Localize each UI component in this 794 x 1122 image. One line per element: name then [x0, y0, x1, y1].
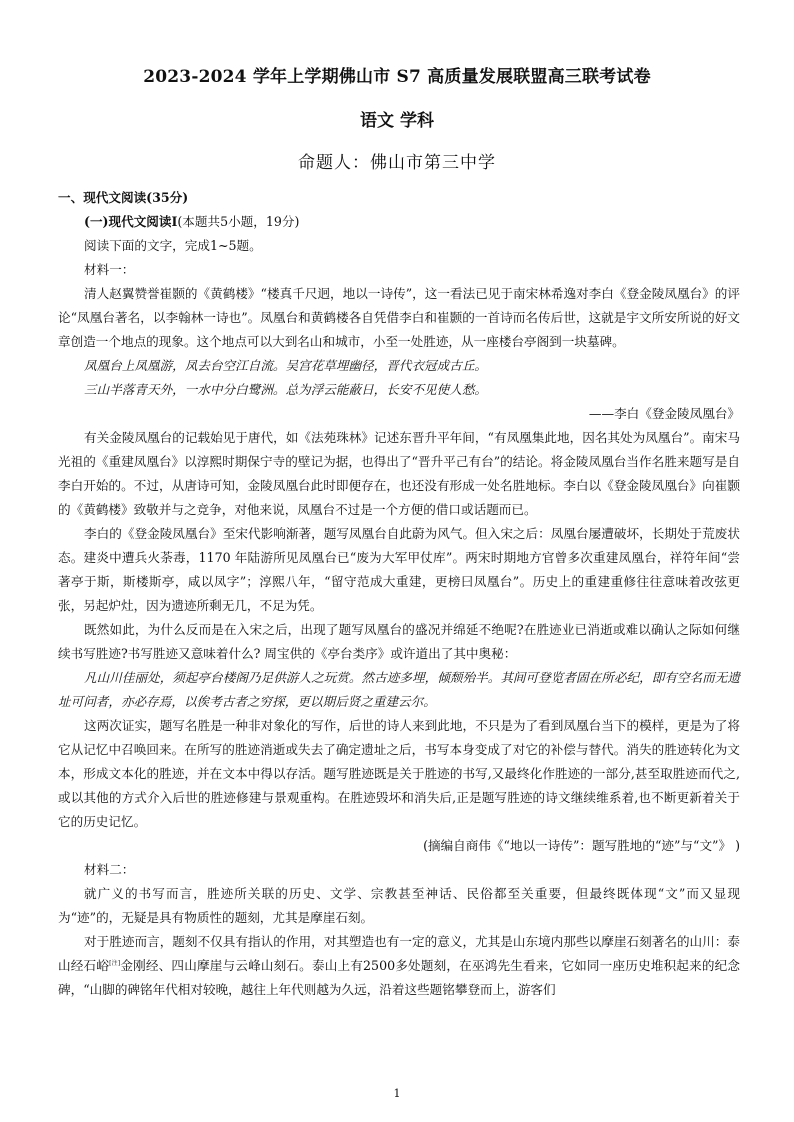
- poem-attribution: ——李白《登金陵凤凰台》: [588, 406, 740, 421]
- subsection-note: (本题共5小题，19分): [177, 214, 300, 229]
- instruction: 阅读下面的文字，完成1~5题。: [84, 238, 262, 253]
- section-heading: 一、现代文阅读(35分): [58, 190, 189, 205]
- paragraph-6: 就广义的书写而言，胜迹所关联的历史、文学、宗教甚至神话、民俗都至关重要，但最终既体现“文”而又显现为“迹”的，无疑是具有物质性的题刻，尤其是摩崖石刻。: [58, 886, 740, 925]
- paragraph-4: 既然如此，为什么反而是在入宋之后，出现了题写凤凰台的盛况并绵延不绝呢?在胜迹业已消逝或难以确认之际如何继续书写胜迹?书写胜迹又意味着什么? 周宝供的《亭台类序》或许道出了其中奥秘：: [58, 622, 740, 661]
- exam-title: 2023-2024 学年上学期佛山市 S7 高质量发展联盟高三联考试卷: [143, 67, 651, 87]
- subsection-title: (一)现代文阅读Ⅰ: [84, 214, 178, 229]
- paragraph-7: [58, 930, 740, 1002]
- block-quote: 凡山川佳丽处，须起亭台楼阁乃足供游人之玩赏。然古迹多埋，倾颓殆半。其间可登览者固在所必纪，即有空名而无遗址可问者，亦必存焉，以俟考古者之穷探，更以期后贤之重建云尔。: [58, 670, 740, 709]
- subsection-heading: [58, 210, 740, 234]
- paragraph-2: 有关金陵凤凰台的记载始见于唐代，如《法苑珠林》记述东晋升平年间，“有凤凰集此地，因名其处为凤凰台”。南宋马光祖的《重建凤凰台》以淳熙时期保宁寺的壁记为据，也得出了“晋升平己有台”的结论。将金陵凤凰台当作名胜来题写是自李白开始的。不过，从唐诗可知，金陵凤凰台此时即便存在，也还没有形成一处名胜地标。李白以《登金陵凤凰台》向崔颢的《黄鹤楼》致敬并与之竞争，对他来说，凤凰台不过是一个方便的借口或话题而已。: [58, 430, 740, 517]
- poem-line-1: 凤凰台上凤凰游，凤去台空江自流。吴宫花草埋幽径，晋代衣冠成古丘。: [84, 358, 487, 373]
- exam-body: [58, 186, 740, 1002]
- paragraph-7-part-a: 对于胜迹而言，题刻不仅具有指认的作用，对其塑造也有一定的意义，尤其是山东境内那些以摩崖石刻著名的山川：泰山经石峪: [58, 934, 740, 973]
- paragraph-5: 这两次证实，题写名胜是一种非对象化的写作，后世的诗人来到此地，不只是为了看到凤凰台当下的模样，更是为了将它从记忆中召唤回来。在所写的胜迹消逝或失去了确定遗址之后，书写本身变成了对它的补偿与替代。消失的胜迹转化为文本，形成文本化的胜迹，并在文本中得以存活。题写胜迹既是关于胜迹的书写,又最终化作胜迹的一部分,甚至取胜迹而代之,或以其他的方式介入后世的胜迹修建与景观重构。在胜迹毁坏和消失后,正是题写胜迹的诗文继续维系着,也不断更新着关于它的历史记忆。: [58, 718, 740, 829]
- paragraph-1: 清人赵翼赞誉崔颢的《黄鹤楼》“楼真千尺迥，地以一诗传”，这一看法已见于南宋林希逸对李白《登金陵凤凰台》的评论“凤凰台著名，以李翰林一诗也”。凤凰台和黄鹤楼各自凭借李白和崔颢的一首诗而名传后世，这就是宇文所安所说的好文章创造一个地点的现象。这个地点可以大到名山和城市，小至一处胜迹，从一座楼台亭阁到一块墓碑。: [58, 286, 740, 349]
- author-line: 命题人：佛山市第三中学: [298, 153, 496, 173]
- paragraph-7-part-b: 金刚经、四山摩崖与云峰山刻石。泰山上有2500多处题刻，在巫鸿先生看来，它如同一座历史堆积起来的纪念碑，“山脚的碑铭年代相对较晚，越往上年代则越为久远，沿着这些题铭攀登而上，游客们: [58, 958, 740, 997]
- footnote-marker: [注]: [109, 959, 121, 967]
- page-number: 1: [393, 1087, 401, 1100]
- poem-line-2: 三山半落青天外，一水中分白鹭洲。总为浮云能蔽日，长安不见使人愁。: [84, 382, 487, 397]
- source-citation: (摘编自商伟《“地以一诗传”：题写胜地的“迹”与“文”》 ): [423, 838, 740, 853]
- material-two-label: 材料二：: [84, 862, 135, 877]
- subject-title: 语文 学科: [360, 111, 434, 131]
- paragraph-3: 李白的《登金陵凤凰台》至宋代影响渐著，题写凤凰台自此蔚为风气。但入宋之后：凤凰台屡遭破坏，长期处于荒废状态。建炎中遭兵火荼毒，1170 年陆游所见凤凰台已“废为大军甲仗库”。两宋时期地方官曾多次重建凤凰台，祥符年间“尝著亭于斯，斯楼斯亭，咸以凤字”；淳熙八年，“留守范成大重建，更榜曰凤凰台”。历史上的重建重修往往意味着改弦更张，另起炉灶，因为遗迹所剩无几，不足为凭。: [58, 526, 740, 613]
- material-one-label: 材料一：: [84, 262, 135, 277]
